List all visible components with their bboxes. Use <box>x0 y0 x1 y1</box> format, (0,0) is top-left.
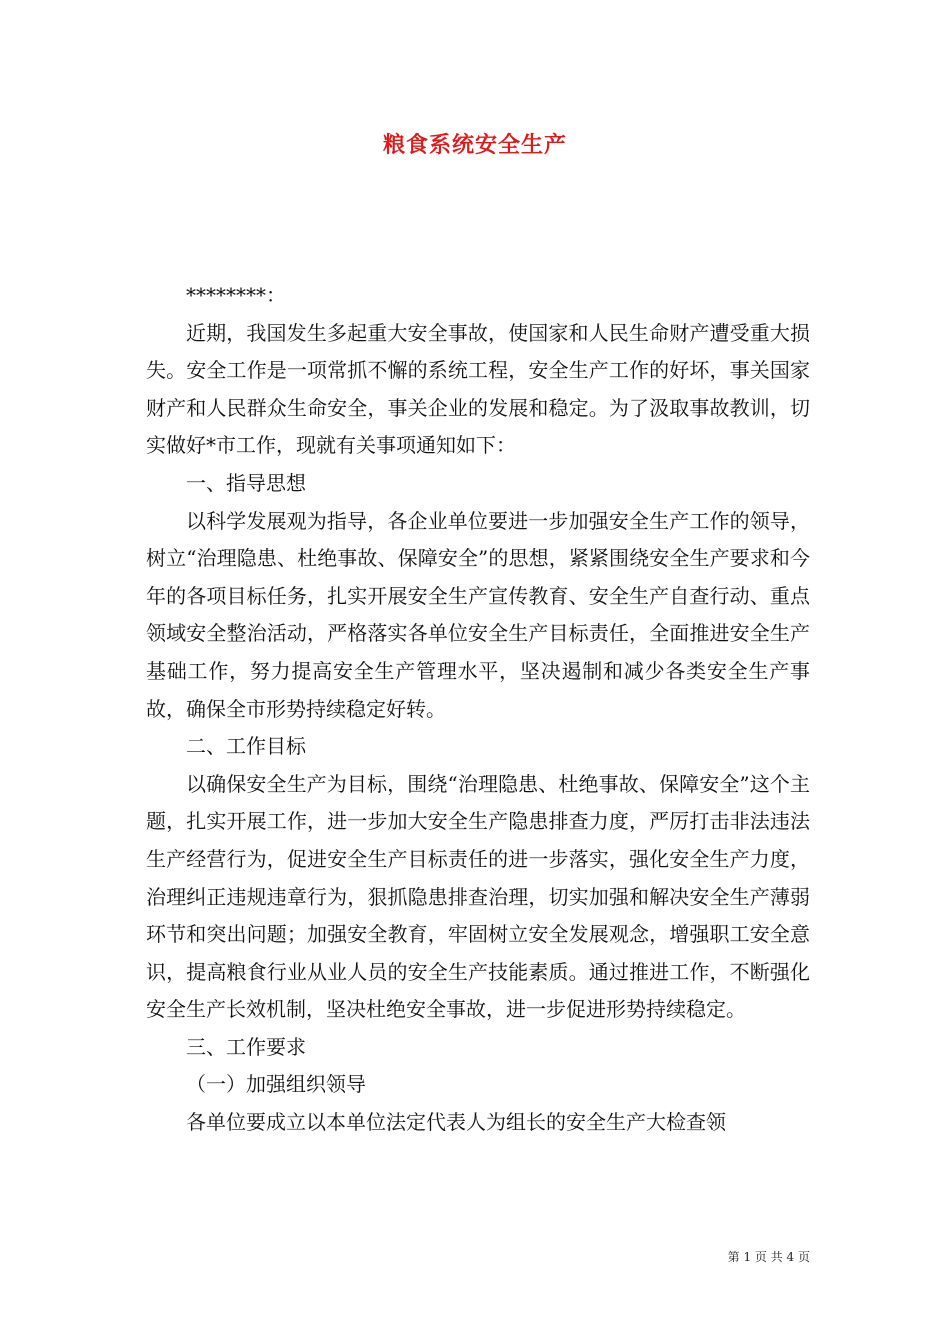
section-heading-2: 二、工作目标 <box>186 734 306 759</box>
document-title: 粮食系统安全生产 <box>382 132 567 158</box>
paragraph-guiding-thought: 以科学发展观为指导，各企业单位要进一步加强安全生产工作的领导，树立“治理隐患、杜绝事故、保障安全”的思想，紧紧围绕安全生产要求和今年的各项目标任务，扎实开展安全生产宣传教育、安全生产自查行动、重点领域安全整治活动，严格落实各单位安全生产目标责任，全面推进安全生产基础工作，努力提高安全生产管理水平，坚决遏制和减少各类安全生产事故，确保全市形势持续稳定好转。 <box>146 508 810 721</box>
page-number: 第 1 页 共 4 页 <box>727 1250 810 1264</box>
section-heading-3: 三、工作要求 <box>186 1034 306 1059</box>
salutation: ********： <box>186 283 286 307</box>
paragraph-organization: 各单位要成立以本单位法定代表人为组长的安全生产大检查领 <box>186 1110 726 1135</box>
paragraph-work-goals: 以确保安全生产为目标，围绕“治理隐患、杜绝事故、保障安全”这个主题，扎实开展工作，进一步加大安全生产隐患排查力度，严厉打击非法违法生产经营行为，促进安全生产目标责任的进一步落实，强化安全生产力度，治理纠正违规违章行为，狠抓隐患排查治理，切实加强和解决安全生产薄弱环节和突出问题；加强安全教育，牢固树立安全发展观念，增强职工安全意识，提高粮食行业从业人员的安全生产技能素质。通过推进工作，不断强化安全生产长效机制，坚决杜绝安全事故，进一步促进形势持续稳定。 <box>146 771 810 1022</box>
paragraph-intro: 近期，我国发生多起重大安全事故，使国家和人民生命财产遭受重大损失。安全工作是一项常抓不懈的系统工程，安全生产工作的好坏，事关国家财产和人民群众生命安全，事关企业的发展和稳定。为了汲取事故教训，切实做好*市工作，现就有关事项通知如下： <box>146 320 810 458</box>
subsection-heading-1: （一）加强组织领导 <box>186 1072 366 1097</box>
document-body <box>146 277 810 1142</box>
section-heading-1: 一、指导思想 <box>186 470 306 495</box>
